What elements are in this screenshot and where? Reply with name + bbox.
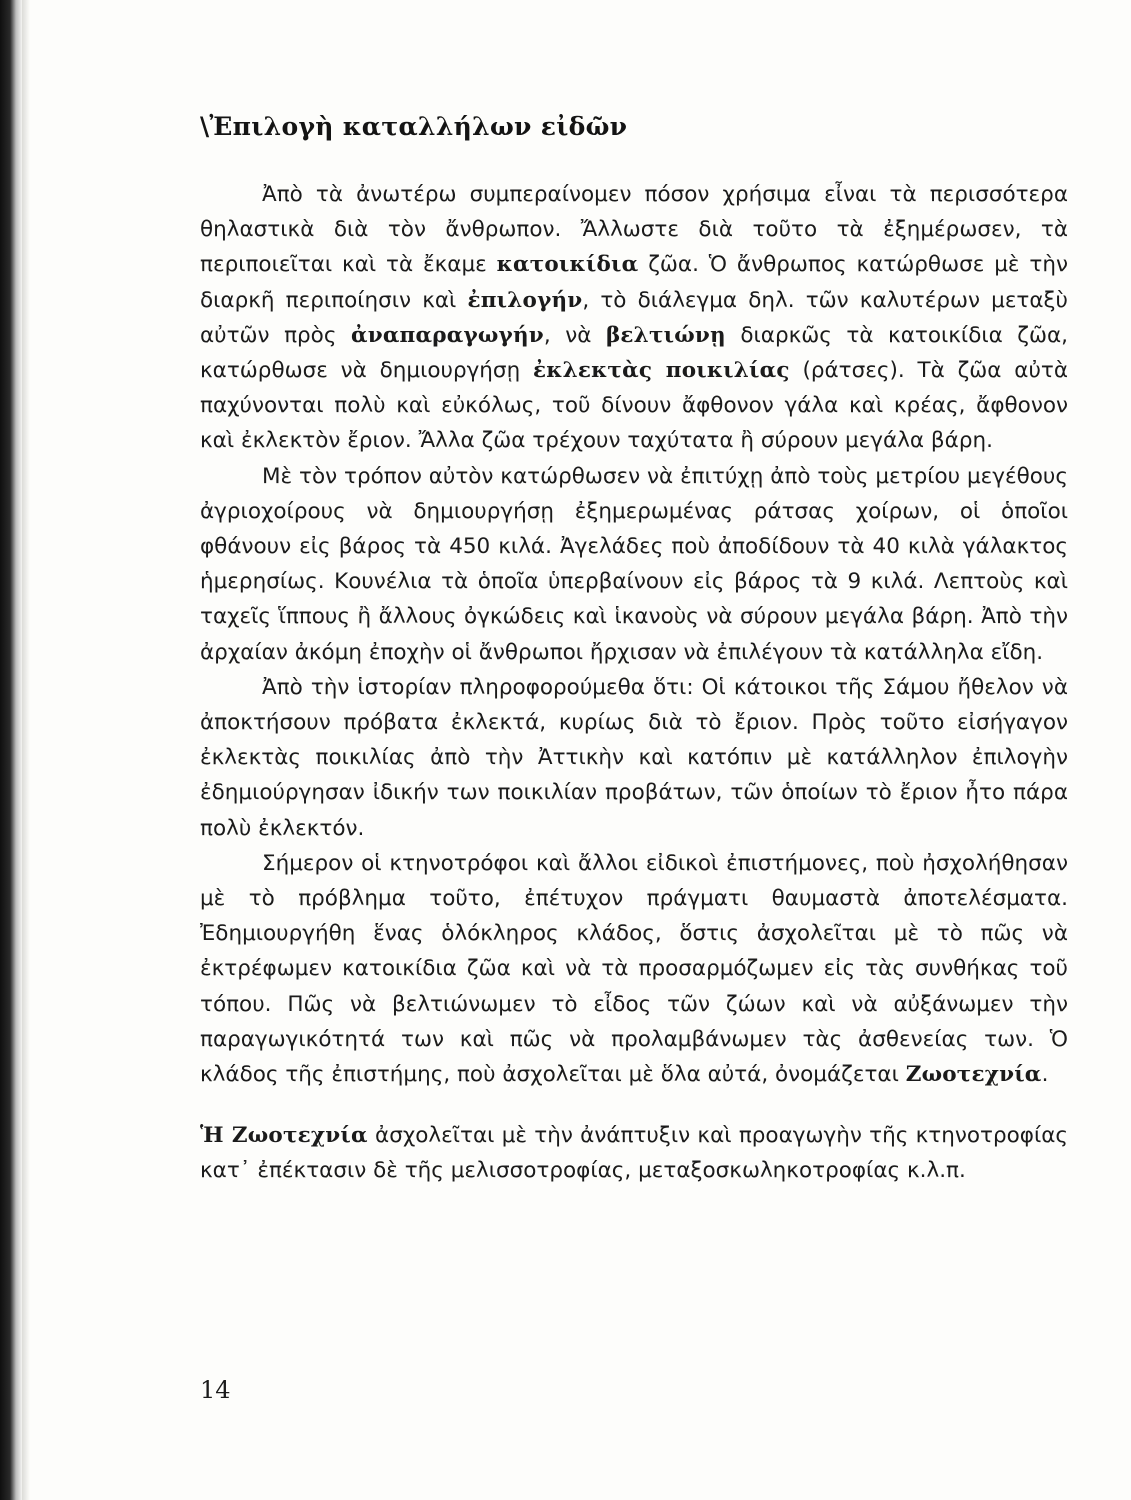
term-katoikidia: κατοικίδια: [496, 252, 639, 278]
p1-text-5: διαρκῶς τὰ κατοικίδια ζῶα, κατώρθωσε νὰ δημιουργήσῃ: [200, 322, 1069, 384]
p1-text-1: Ἀπὸ τὰ ἀνωτέρω συμπεραίνομεν πόσον χρήσιμα εἶναι τὰ περισσότερα θηλαστικὰ διὰ τὸν ἄνθρωπον. Ἄλλωστε διὰ τοῦτο τὰ ἐξημέρωσεν, τὰ περιποιεῖται καὶ τὰ ἔκαμε: [200, 182, 1068, 278]
p1-text-4: , νὰ: [543, 322, 606, 348]
p4-text-2: .: [1041, 1062, 1049, 1088]
paragraph-1: [200, 177, 1068, 459]
p1-text-2: ζῶα. Ὁ ἄνθρωπος κατώρθωσε μὲ τὴν διαρκῆ περιποίησιν καὶ: [200, 252, 1068, 313]
term-eklektas-poikilias: ἐκλεκτὰς ποικιλίας: [532, 358, 790, 384]
paragraph-5: [200, 1118, 1068, 1188]
page-edge-shade: [22, 0, 30, 1500]
term-epilogin: ἐπιλογήν: [467, 287, 583, 313]
page-number: 14: [200, 1376, 231, 1404]
p1-text-3: , τὸ διάλεγμα δηλ. τῶν καλυτέρων μεταξὺ αὐτῶν πρὸς: [200, 287, 1068, 348]
section-title: \Ἐπιλογὴ καταλλήλων εἰδῶν: [200, 112, 628, 141]
term-zootechnia: Ζωοτεχνία: [905, 1062, 1042, 1088]
term-i-zootechnia: Ἡ Ζωοτεχνία: [200, 1123, 368, 1149]
paragraph-2: Μὲ τὸν τρόπον αὐτὸν κατώρθωσεν νὰ ἐπιτύχῃ ἀπὸ τοὺς μετρίου μεγέθους ἀγριοχοίρους νὰ δημιουργήσῃ ἐξημερωμένας ράτσας χοίρων, οἱ ὁποῖοι φθάνουν εἰς βάρος τὰ 450 κιλά. Ἀγελάδες ποὺ ἀποδίδουν τὰ 40 κιλὰ γάλακτος ἡμερησίως. Κουνέλια τὰ ὁποῖα ὑπερβαίνουν εἰς βάρος τὰ 9 κιλά. Λεπτοὺς καὶ ταχεῖς ἵππους ἢ ἄλλους ὀγκώδεις καὶ ἱκανοὺς νὰ σύρουν μεγάλα βάρη. Ἀπὸ τὴν ἀρχαίαν ἀκόμη ἐποχὴν οἱ ἄνθρωποι ἤρχισαν νὰ ἐπιλέγουν τὰ κατάλληλα εἴδη.: [200, 463, 1068, 665]
paragraph-3: Ἀπὸ τὴν ἱστορίαν πληροφορούμεθα ὅτι: Οἱ κάτοικοι τῆς Σάμου ἤθελον νὰ ἀποκτήσουν πρόβατα ἐκλεκτά, κυρίως διὰ τὸ ἔριον. Πρὸς τοῦτο εἰσήγαγον ἐκλεκτὰς ποικιλίας ἀπὸ τὴν Ἀττικὴν καὶ κατόπιν μὲ κατάλληλον ἐπιλογὴν ἐδημιούργησαν ἰδικήν των ποικιλίαν προβάτων, τῶν ὁποίων τὸ ἔριον ἦτο πάρα πολὺ ἐκλεκτόν.: [200, 674, 1068, 841]
book-spine-shadow: [0, 0, 22, 1500]
p5-text-1: ἀσχολεῖται μὲ τὴν ἀνάπτυξιν καὶ προαγωγὴν τῆς κτηνοτροφίας κατ᾿ ἐπέκτασιν δὲ τῆς μελισσοτροφίας, μεταξοσκωληκοτροφίας κ.λ.π.: [200, 1123, 1069, 1184]
term-anaparagogin: ἀναπαραγωγήν: [350, 322, 544, 348]
paragraph-4: [200, 846, 1068, 1092]
page-body: [200, 112, 1068, 1189]
term-veltioni: βελτιώνῃ: [605, 322, 726, 348]
p1-text-6: (ράτσες). Τὰ ζῶα αὐτὰ παχύνονται πολὺ καὶ εὐκόλως, τοῦ δίνουν ἄφθονον γάλα καὶ κρέας, ἄφθονον καὶ ἐκλεκτὸν ἔριον. Ἄλλα ζῶα τρέχουν ταχύτατα ἢ σύρουν μεγάλα βάρη.: [200, 358, 1068, 454]
p4-text-1: Σήμερον οἱ κτηνοτρόφοι καὶ ἄλλοι εἰδικοὶ ἐπιστήμονες, ποὺ ἠσχολήθησαν μὲ τὸ πρόβλημα τοῦτο, ἐπέτυχον πράγματι θαυμαστὰ ἀποτελέσματα. Ἐδημιουργήθη ἕνας ὁλόκληρος κλάδος, ὅστις ἀσχολεῖται μὲ τὸ πῶς νὰ ἐκτρέφωμεν κατοικίδια ζῶα καὶ νὰ τὰ προσαρμόζωμεν εἰς τὰς συνθήκας τοῦ τόπου. Πῶς νὰ βελτιώνωμεν τὸ εἶδος τῶν ζώων καὶ νὰ αὐξάνωμεν τὴν παραγωγικότητά των καὶ πῶς νὰ προλαμβάνωμεν τὰς ἀσθενείας των. Ὁ κλάδος τῆς ἐπιστήμης, ποὺ ἀσχολεῖται μὲ ὅλα αὐτά, ὀνομάζεται: [200, 850, 1068, 1088]
